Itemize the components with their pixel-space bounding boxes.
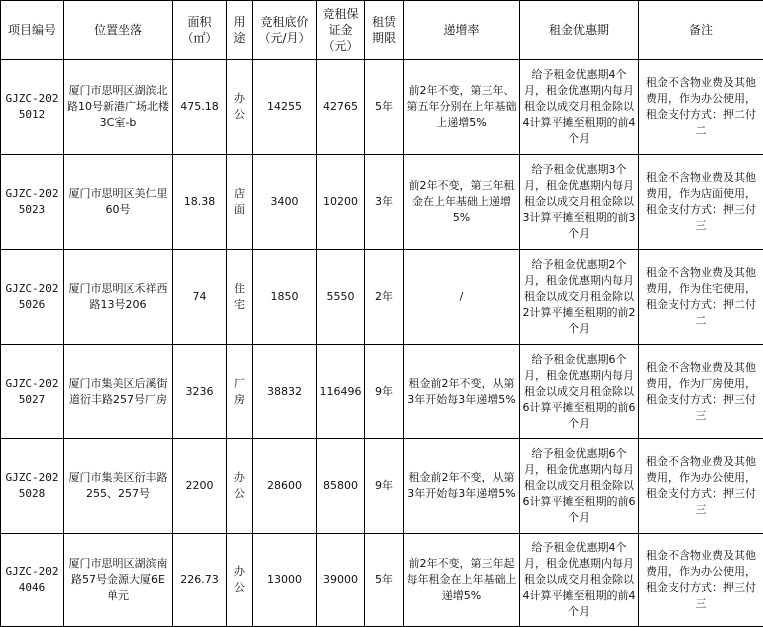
note-cell: 租金不含物业费及其他费用，作为办公使用，租金支付方式：押三付三 [639,534,763,627]
deposit-cell: 39000 [317,534,365,627]
location-cell: 厦门市集美区后溪街道衍丰路257号厂房 [64,344,173,439]
increment-cell: 租金前2年不变，从第3年开始每3年递增5% [404,344,520,439]
header-base-price: 竞租底价 （元/月） [253,1,317,60]
table-row [1,155,763,250]
area-cell: 18.38 [173,155,227,250]
header-increment: 递增率 [404,1,520,60]
header-use: 用 途 [227,1,253,60]
free-period-cell: 给予租金优惠期6个月，租金优惠期内每月租金以成交月租金除以6计算平摊至租期的前6个月 [520,439,639,534]
header-free-period: 租金优惠期 [520,1,639,60]
term-cell: 9年 [365,439,404,534]
free-period-cell: 给予租金优惠期3个月，租金优惠期内每月租金以成交月租金除以3计算平摊至租期的前3个月 [520,155,639,250]
deposit-cell: 5550 [317,249,365,344]
free-period-cell: 给予租金优惠期6个月，租金优惠期内每月租金以成交月租金除以6计算平摊至租期的前6个月 [520,344,639,439]
location-cell: 厦门市思明区湖滨北路10号新港广场北楼3C室-b [64,60,173,155]
table-row [1,60,763,155]
term-cell: 5年 [365,60,404,155]
increment-cell: 前2年不变，第三年、第五年分别在上年基础上递增5% [404,60,520,155]
use-cell: 住宅 [227,249,253,344]
base-price-cell: 38832 [253,344,317,439]
header-row [1,1,763,60]
location-cell: 厦门市思明区湖滨南路57号金源大厦6E单元 [64,534,173,627]
area-cell: 2200 [173,439,227,534]
note-cell: 租金不含物业费及其他费用，作为办公使用，租金支付方式：押二付二 [639,60,763,155]
term-cell: 3年 [365,155,404,250]
deposit-cell: 116496 [317,344,365,439]
note-cell: 租金不含物业费及其他费用，作为办公使用，租金支付方式：押三付三 [639,439,763,534]
header-area: 面积 （㎡） [173,1,227,60]
area-cell: 475.18 [173,60,227,155]
base-price-cell: 3400 [253,155,317,250]
project-id-cell: GJZC-2025026 [1,249,64,344]
header-term: 租赁 期限 [365,1,404,60]
base-price-cell: 1850 [253,249,317,344]
table-row [1,439,763,534]
note-cell: 租金不含物业费及其他费用，作为住宅使用，租金支付方式：押二付二 [639,249,763,344]
deposit-cell: 42765 [317,60,365,155]
area-cell: 226.73 [173,534,227,627]
term-cell: 2年 [365,249,404,344]
header-location: 位置坐落 [64,1,173,60]
base-price-cell: 13000 [253,534,317,627]
term-cell: 9年 [365,344,404,439]
project-id-cell: GJZC-2025012 [1,60,64,155]
table-row [1,534,763,627]
increment-cell: 租金前2年不变，从第3年开始每3年递增5% [404,439,520,534]
note-cell: 租金不含物业费及其他费用，作为厂房使用，租金支付方式：押三付三 [639,344,763,439]
project-id-cell: GJZC-2024046 [1,534,64,627]
increment-cell: / [404,249,520,344]
increment-cell: 前2年不变，第三年租金在上年基础上递增5% [404,155,520,250]
project-id-cell: GJZC-2025027 [1,344,64,439]
header-project-id: 项目编号 [1,1,64,60]
project-id-cell: GJZC-2025023 [1,155,64,250]
header-note: 备注 [639,1,763,60]
location-cell: 厦门市思明区美仁里60号 [64,155,173,250]
location-cell: 厦门市思明区禾祥西路13号206 [64,249,173,344]
deposit-cell: 85800 [317,439,365,534]
deposit-cell: 10200 [317,155,365,250]
use-cell: 办公 [227,439,253,534]
table-row [1,344,763,439]
header-deposit: 竞租保 证金 （元） [317,1,365,60]
area-cell: 3236 [173,344,227,439]
base-price-cell: 28600 [253,439,317,534]
term-cell: 5年 [365,534,404,627]
use-cell: 厂房 [227,344,253,439]
use-cell: 店面 [227,155,253,250]
free-period-cell: 给予租金优惠期2个月，租金优惠期内每月租金以成交月租金除以2计算平摊至租期的前2个月 [520,249,639,344]
table-row [1,249,763,344]
note-cell: 租金不含物业费及其他费用，作为店面使用，租金支付方式：押三付三 [639,155,763,250]
location-cell: 厦门市集美区衍丰路255、257号 [64,439,173,534]
project-id-cell: GJZC-2025028 [1,439,64,534]
area-cell: 74 [173,249,227,344]
use-cell: 办公 [227,60,253,155]
free-period-cell: 给予租金优惠期4个月，租金优惠期内每月租金以成交月租金除以4计算平摊至租期的前4个月 [520,534,639,627]
free-period-cell: 给予租金优惠期4个月，租金优惠期内每月租金以成交月租金除以4计算平摊至租期的前4个月 [520,60,639,155]
use-cell: 办公 [227,534,253,627]
base-price-cell: 14255 [253,60,317,155]
increment-cell: 前2年不变，第三年起每年租金在上年基础上递增5% [404,534,520,627]
